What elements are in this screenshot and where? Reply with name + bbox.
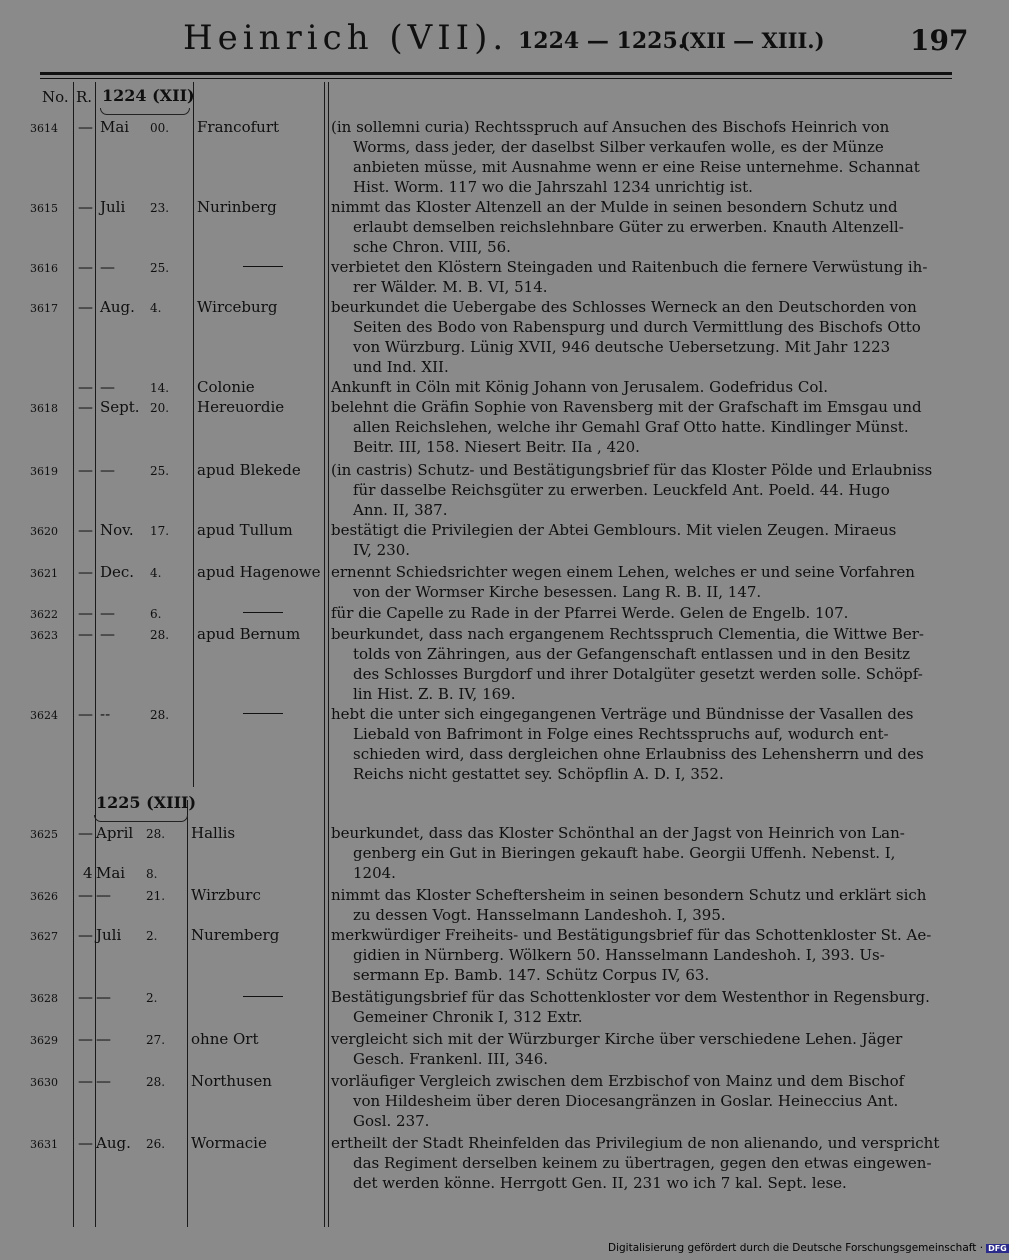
entry-number: 3615 [30,202,58,215]
entry-number: 3625 [30,828,58,841]
entry-text [331,704,949,784]
entry-month: Juli [100,198,126,216]
entry-r-mark: 4 [83,864,93,882]
entry-month: Sept. [100,398,140,416]
entry-r-mark: — [78,258,93,276]
entry-text [331,1133,949,1193]
entry-place: Francofurt [197,118,280,136]
entry-text-line: lin Hist. Z. B. IV, 169. [353,685,516,703]
entry-r-mark: — [78,1030,93,1048]
entry-number: 3631 [30,1138,58,1151]
entry-r-mark: — [78,926,93,944]
entry-month: Mai [96,864,126,882]
entry-text-line: rer Wälder. M. B. VI, 514. [353,278,548,296]
year-brace-1224 [100,108,190,115]
entry-text [331,460,949,520]
entry-r-mark: — [78,625,93,643]
entry-number: 3620 [30,525,58,538]
entry-day: 28. [146,827,166,841]
entry-text-line: von Hildesheim über deren Diocesangränzen in Goslar. Heineccius Ant. [353,1092,899,1110]
entry-month: April [96,824,134,842]
column-divider-place [324,82,325,1227]
entry-text [331,603,949,623]
entry-text-line: sermann Ep. Bamb. 147. Schütz Corpus IV, 63. [353,966,710,984]
entry-text-line: erlaubt demselben reichslehnbare Güter zu erwerben. Knauth Altenzell- [353,218,904,236]
entry-number: 3618 [30,402,58,415]
entry-text-line: beurkundet, dass das Kloster Schönthal an der Jagst von Heinrich von Lan- [331,824,905,842]
entry-day: 8. [146,867,158,881]
entry-text-line: belehnt die Gräfin Sophie von Ravensberg mit der Grafschaft im Emsgau und [331,398,922,416]
entry-text [331,1071,949,1131]
entry-text-line: (in castris) Schutz- und Bestätigungsbrief für das Kloster Pölde und Erlaubniss [331,461,933,479]
entry-day: 2. [146,929,158,943]
entry-text-line: vorläufiger Vergleich zwischen dem Erzbischof von Mainz und dem Bischof [331,1072,905,1090]
entry-text-line: Gemeiner Chronik I, 312 Extr. [353,1008,583,1026]
entry-place: Hallis [191,824,236,842]
entry-text [331,987,949,1027]
entry-day: 25. [150,261,170,275]
entry-place: Wirceburg [197,298,278,316]
entry-day: 26. [146,1137,166,1151]
entry-day: 25. [150,464,170,478]
entry-month: Nov. [100,521,134,539]
entry-text [331,117,949,197]
entry-number: 3614 [30,122,58,135]
entry-month: — [100,461,115,479]
entry-place: Nurinberg [197,198,277,216]
entry-month: Juli [96,926,122,944]
entry-r-mark: — [78,988,93,1006]
entry-text-line: (in sollemni curia) Rechtsspruch auf Ansuchen des Bischofs Heinrich von [331,118,890,136]
entry-text-line: schieden wird, dass dergleichen ohne Erlaubniss des Lehensherrn und des [353,745,924,763]
entry-text-line: IV, 230. [353,541,411,559]
entry-month: — [96,988,111,1006]
entry-day: 28. [150,708,170,722]
entry-text [331,823,949,883]
entry-number: 3617 [30,302,58,315]
entry-day: 17. [150,524,170,538]
entry-r-mark: — [78,563,93,581]
entry-month: — [100,625,115,643]
entry-r-mark: — [78,705,93,723]
entry-place: apud Blekede [197,461,301,479]
entry-text-line: Reichs nicht gestattet sey. Schöpflin A. D. I, 352. [353,765,724,783]
column-header-r: R. [76,88,93,106]
entry-month: Aug. [96,1134,131,1152]
entry-text-line: det werden könne. Herrgott Gen. II, 231 wo ich 7 kal. Sept. lese. [353,1174,847,1192]
entry-text-line: anbieten müsse, mit Ausnahme wenn er eine Reise unternehme. Schannat [353,158,920,176]
entry-text-line: zu dessen Vogt. Hansselmann Landeshoh. I, 395. [353,906,726,924]
entry-text-line: des Schlosses Burgdorf und ihrer Dotalgüter gesetzt werden solle. Schöpf- [353,665,923,683]
header-years: 1224 — 1225. [518,28,686,54]
entry-month: — [100,258,115,276]
entry-number: 3627 [30,930,58,943]
entry-text-line: von Würzburg. Lünig XVII, 946 deutsche Uebersetzung. Mit Jahr 1223 [353,338,891,356]
entry-text-line: und Ind. XII. [353,358,449,376]
entry-text-line: verbietet den Klöstern Steingaden und Raitenbuch die fernere Verwüstung ih- [331,258,928,276]
entry-day: 21. [146,889,166,903]
entry-place: Colonie [197,378,255,396]
entry-number: 3624 [30,709,58,722]
entry-number: 3616 [30,262,58,275]
entry-r-mark: — [78,1072,93,1090]
entry-text-line: tolds von Zähringen, aus der Gefangenschaft entlassen und in den Besitz [353,645,911,663]
entry-r-mark: — [78,521,93,539]
entry-month: Dec. [100,563,135,581]
entry-r-mark: — [78,1134,93,1152]
entry-text-line: Seiten des Bodo von Rabenspurg und durch Vermittlung des Bischofs Otto [353,318,921,336]
entry-text-line: 1204. [353,864,396,882]
entry-r-mark: — [78,824,93,842]
entry-text-line: Gosl. 237. [353,1112,430,1130]
entry-text-line: ertheilt der Stadt Rheinfelden das Privilegium de non alienando, und verspricht [331,1134,940,1152]
entry-day: 4. [150,301,162,315]
entry-text-line: Ankunft in Cöln mit König Johann von Jerusalem. Godefridus Col. [331,378,828,396]
entry-number: 3628 [30,992,58,1005]
entry-text-line: nimmt das Kloster Scheftersheim in seinen besondern Schutz und erklärt sich [331,886,927,904]
entry-place: Nuremberg [191,926,280,944]
entry-r-mark: — [78,378,93,396]
entry-r-mark: — [78,461,93,479]
year-group-1225: 1225 (XIII) [96,793,197,812]
entry-text-line: bestätigt die Privilegien der Abtei Gemblours. Mit vielen Zeugen. Miraeus [331,521,897,539]
entry-text-line: allen Reichslehen, welche ihr Gemahl Graf Otto hatte. Kindlinger Münst. [353,418,909,436]
entry-month: — [100,604,115,622]
entry-number: 3619 [30,465,58,478]
entry-text-line: für die Capelle zu Rade in der Pfarrei Werde. Gelen de Engelb. 107. [331,604,849,622]
header-rule-thick [40,72,952,75]
entry-day: 6. [150,607,162,621]
entry-text [331,397,949,457]
entry-text-line: nimmt das Kloster Altenzell an der Mulde in seinen besondern Schutz und [331,198,898,216]
entry-text-line: Hist. Worm. 117 wo die Jahrszahl 1234 unrichtig ist. [353,178,753,196]
entry-month: — [96,1030,111,1048]
entry-text [331,1029,949,1069]
entry-day: 27. [146,1033,166,1047]
entry-place: apud Bernum [197,625,301,643]
entry-r-mark: — [78,604,93,622]
entry-month: Aug. [100,298,135,316]
place-omitted-dash [243,601,283,621]
entry-text [331,377,949,397]
entry-text-line: das Regiment derselben keinem zu übertragen, gegen den etwas eingewen- [353,1154,932,1172]
entry-text [331,925,949,985]
place-omitted-dash [243,702,283,722]
entry-day: 2. [146,991,158,1005]
entry-number: 3623 [30,629,58,642]
entry-text-line: Ann. II, 387. [353,501,448,519]
entry-r-mark: — [78,398,93,416]
entry-place: Wormacie [191,1134,267,1152]
entry-text-line: Liebald von Bafrimont in Folge eines Rechtsspruchs auf, wodurch ent- [353,725,889,743]
column-header-no: No. [42,88,69,106]
place-omitted-dash [243,255,283,275]
footer-text: Digitalisierung gefördert durch die Deutsche Forschungsgemeinschaft · [608,1242,984,1254]
column-divider-no [73,82,74,1227]
entry-number: 3622 [30,608,58,621]
entry-text-line: von der Wormser Kirche besessen. Lang R. B. II, 147. [353,583,762,601]
page-header [0,14,1000,68]
entry-month: — [96,886,111,904]
entry-text-line: vergleicht sich mit der Würzburger Kirche über verschiedene Lehen. Jäger [331,1030,903,1048]
entry-r-mark: — [78,298,93,316]
entry-place: ohne Ort [191,1030,259,1048]
entry-month: — [100,378,115,396]
column-divider-date [193,82,194,787]
entry-text-line: gidien in Nürnberg. Wölkern 50. Hansselmann Landeshoh. I, 393. Us- [353,946,885,964]
entry-text [331,520,949,560]
header-indiction: (XII — XIII.) [680,28,825,53]
entry-r-mark: — [78,198,93,216]
entry-day: 14. [150,381,170,395]
entry-place: apud Hagenowe [197,563,321,581]
entry-place: Hereuordie [197,398,285,416]
entry-day: 00. [150,121,170,135]
entry-text [331,624,949,704]
entry-r-mark: — [78,886,93,904]
entry-number: 3621 [30,567,58,580]
entry-text-line: sche Chron. VIII, 56. [353,238,511,256]
entry-text-line: ernennt Schiedsrichter wegen einem Lehen, welches er und seine Vorfahren [331,563,915,581]
entry-month: — [96,1072,111,1090]
year-brace-1225 [94,815,188,822]
header-rule-thin [40,78,952,79]
entry-text-line: hebt die unter sich eingegangenen Verträge und Bündnisse der Vasallen des [331,705,914,723]
page-number: 197 [910,24,969,57]
entry-text-line: Bestätigungsbrief für das Schottenkloster vor dem Westenthor in Regensburg. [331,988,930,1006]
entry-number: 3630 [30,1076,58,1089]
entry-text-line: für dasselbe Reichsgüter zu erwerben. Leuckfeld Ant. Poeld. 44. Hugo [353,481,890,499]
entry-text [331,297,949,377]
year-group-1224: 1224 (XII) [102,86,195,105]
entry-day: 4. [150,566,162,580]
header-name: Heinrich (VII). [183,18,509,58]
entry-day: 20. [150,401,170,415]
entry-text [331,562,949,602]
entry-month: -- [100,705,111,723]
entry-number: 3626 [30,890,58,903]
entry-text-line: Gesch. Frankenl. III, 346. [353,1050,549,1068]
column-divider-date-2 [187,800,188,1227]
entry-text-line: Beitr. III, 158. Niesert Beitr. IIa , 420. [353,438,640,456]
entry-text-line: genberg ein Gut in Bieringen gekauft habe. Georgii Uffenh. Nebenst. I, [353,844,896,862]
dfg-logo: DFG [988,1244,1007,1253]
entry-r-mark: — [78,118,93,136]
footer [608,1242,1009,1254]
entry-day: 23. [150,201,170,215]
column-divider-r [95,82,96,1227]
entry-place: Northusen [191,1072,272,1090]
entry-text-line: Worms, dass jeder, der daselbst Silber verkaufen wolle, es der Münze [353,138,884,156]
entry-text [331,257,949,297]
entry-month: Mai [100,118,130,136]
entry-text-line: beurkundet die Uebergabe des Schlosses Werneck an den Deutschorden von [331,298,917,316]
place-omitted-dash [243,985,283,1005]
entry-text [331,885,949,925]
entry-text-line: beurkundet, dass nach ergangenem Rechtsspruch Clementia, die Wittwe Ber- [331,625,924,643]
entry-place: apud Tullum [197,521,293,539]
column-divider-place-inner [328,82,329,1227]
entry-text-line: merkwürdiger Freiheits- und Bestätigungsbrief für das Schottenkloster St. Ae- [331,926,932,944]
entry-number: 3629 [30,1034,58,1047]
entry-day: 28. [146,1075,166,1089]
entry-day: 28. [150,628,170,642]
entry-text [331,197,949,257]
entry-place: Wirzburc [191,886,261,904]
